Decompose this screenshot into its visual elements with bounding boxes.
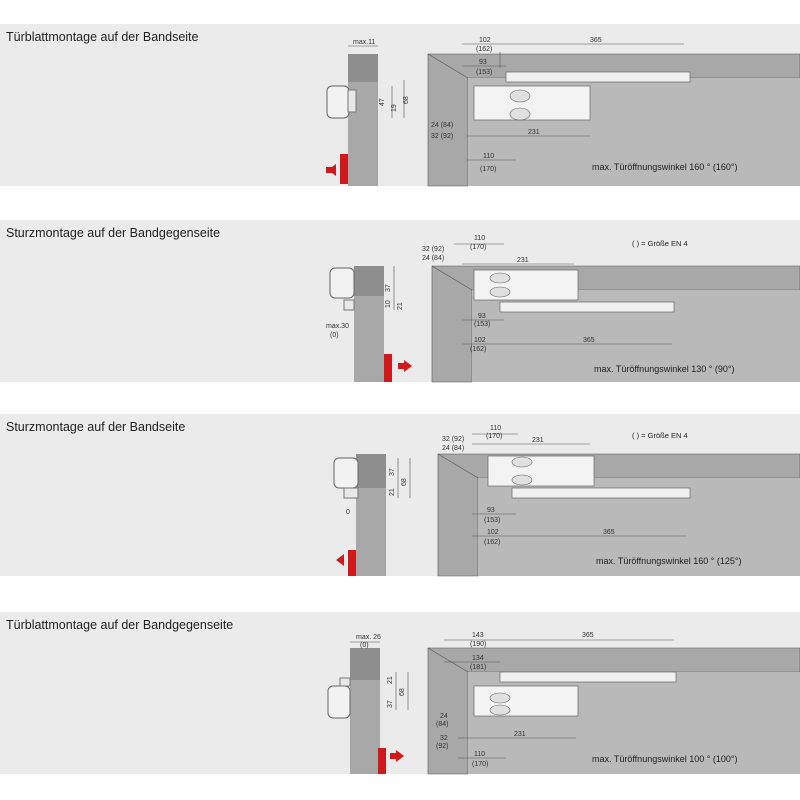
label-d7: 102: [474, 337, 486, 344]
label-d4: 32 (92): [422, 246, 445, 253]
label-d6: 231: [528, 129, 540, 136]
label-d3: 365: [603, 529, 615, 536]
closer-body-plan: [488, 456, 594, 486]
frame-side: [354, 266, 384, 296]
label-c: 68: [403, 96, 410, 104]
label-d1b: (190): [470, 641, 487, 648]
size-note: ( ) = Größe EN 4: [632, 239, 688, 248]
red-marker: [348, 550, 356, 576]
label-max: max.11: [353, 39, 376, 46]
label-d2: 93: [487, 507, 495, 514]
caption: max. Türöffnungswinkel 160 ° (160°): [592, 162, 738, 172]
label-d2: 93: [479, 59, 487, 66]
label-d2b: (153): [474, 321, 491, 328]
label-d5: 24 (84): [442, 445, 465, 452]
label-d1: 110: [474, 235, 486, 242]
panel-1: [0, 24, 800, 186]
label-a: 47: [379, 98, 386, 106]
frame-side: [356, 454, 386, 488]
label-d7b: (162): [484, 539, 501, 546]
size-note: ( ) = Größe EN 4: [632, 431, 688, 440]
closer-body-side: [327, 86, 349, 118]
label-d7: 102: [487, 529, 499, 536]
label-d6: 231: [517, 257, 529, 264]
panel-4: [0, 612, 800, 774]
label-d1b: (162): [476, 46, 493, 53]
label-d7b: (170): [472, 761, 489, 768]
label-d2b: (153): [476, 69, 493, 76]
label-c: 68: [399, 688, 406, 696]
label-d5: 32 (92): [431, 133, 454, 140]
label-d2b: (181): [470, 664, 487, 671]
panel-3-drawing: [0, 414, 800, 576]
label-d7b: (170): [480, 166, 497, 173]
label-d4: 32 (92): [442, 436, 465, 443]
label-d1: 110: [490, 425, 502, 432]
panel-title: Sturzmontage auf der Bandseite: [6, 420, 186, 434]
slide-rail: [500, 302, 674, 312]
label-c: 68: [401, 478, 408, 486]
label-d1b: (170): [486, 433, 503, 440]
closer-body-side: [334, 458, 358, 488]
label-d1: 143: [472, 632, 484, 639]
panel-title: Sturzmontage auf der Bandgegenseite: [6, 226, 221, 240]
label-max: max.30: [326, 323, 349, 330]
label-c: 10: [385, 300, 392, 308]
label-d3: 365: [583, 337, 595, 344]
label-b: 21: [389, 488, 396, 496]
slide-rail: [500, 672, 676, 682]
label-max: max. 26: [356, 634, 381, 641]
label-d3: 365: [590, 37, 602, 44]
label-d3: 365: [582, 632, 594, 639]
direction-arrow-icon: [404, 360, 412, 372]
label-d5: 24 (84): [422, 255, 445, 262]
frame-side: [350, 648, 380, 680]
label-d5: 32: [440, 735, 448, 742]
caption: max. Türöffnungswinkel 130 ° (90°): [594, 364, 735, 374]
label-d2b: (153): [484, 517, 501, 524]
label-d4: 24: [440, 713, 448, 720]
label-b: 21: [397, 302, 404, 310]
label-max-sub: (0): [330, 332, 339, 339]
caption: max. Türöffnungswinkel 100 ° (100°): [592, 754, 738, 764]
panel-2-drawing: [0, 220, 800, 382]
label-a: 37: [389, 468, 396, 476]
red-marker: [378, 748, 386, 774]
red-marker: [384, 354, 392, 382]
closer-body-side: [330, 268, 354, 298]
label-b: 19: [391, 104, 398, 112]
label-max: 0: [346, 509, 350, 516]
label-a: 21: [387, 676, 394, 684]
label-d6: 231: [514, 731, 526, 738]
label-d7b: (162): [470, 346, 487, 353]
closer-body-plan: [474, 686, 578, 716]
label-d6: 231: [532, 437, 544, 444]
panel-title: Türblattmontage auf der Bandseite: [6, 30, 199, 44]
label-d5b: (92): [436, 743, 449, 750]
label-d7: 110: [474, 751, 486, 758]
panel-2: [0, 220, 800, 382]
label-d4: 24 (84): [431, 122, 454, 129]
closer-body-plan: [474, 270, 578, 300]
label-a: 37: [385, 284, 392, 292]
closer-bracket-side: [348, 90, 356, 112]
panel-3: [0, 414, 800, 576]
label-d7: 110: [483, 153, 495, 160]
red-marker: [340, 154, 348, 184]
panel-4-drawing: [0, 612, 800, 774]
label-d1b: (170): [470, 244, 487, 251]
panel-1-drawing: [0, 24, 800, 186]
frame-side: [348, 54, 378, 82]
closer-body-side: [328, 686, 350, 718]
caption: max. Türöffnungswinkel 160 ° (125°): [596, 556, 742, 566]
label-d2: 93: [478, 313, 486, 320]
slide-rail: [506, 72, 690, 82]
label-d1: 102: [479, 37, 491, 44]
closer-body-plan: [474, 86, 590, 120]
label-d2: 134: [472, 655, 484, 662]
direction-arrow-icon: [396, 750, 404, 762]
label-max-sub: (0): [360, 642, 369, 649]
slide-rail: [512, 488, 690, 498]
label-d4b: (84): [436, 721, 449, 728]
label-b: 37: [387, 700, 394, 708]
direction-arrow-icon: [336, 554, 344, 566]
panel-title: Türblattmontage auf der Bandgegenseite: [6, 618, 234, 632]
